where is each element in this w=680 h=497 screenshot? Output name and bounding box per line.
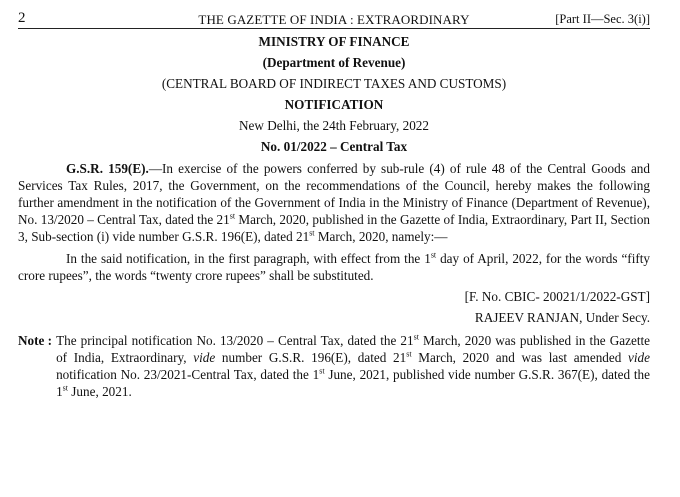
note-sup-1: st xyxy=(413,332,419,342)
board-heading: (CENTRAL BOARD OF INDIRECT TAXES AND CUSTOMS) xyxy=(161,76,507,91)
running-header xyxy=(18,6,650,28)
header-rule xyxy=(18,28,650,29)
department-heading: (Department of Revenue) xyxy=(262,55,406,70)
para1-sup-2: st xyxy=(309,228,315,238)
notification-number: No. 01/2022 – Central Tax xyxy=(260,139,408,154)
para1-text-3: March, 2020, namely:— xyxy=(314,229,448,244)
para2-sup-1: st xyxy=(430,250,437,260)
para1-text-1: —In exercise of the powers conferred by sub-rule (4) of rule 48 of the Central Goods and Services Tax Rules, 2017, the Government, on the recommendations of the Council, hereby makes the following further amendment in the notification of the Government of India in the Ministry of Finance (Department of Revenue), No. 13/2020 – Central Tax, dated the 21 xyxy=(18,161,650,227)
note-text-5: notification No. 23/2021-Central Tax, dated the 1 xyxy=(56,367,320,382)
note-text-7: June, 2021. xyxy=(68,384,132,399)
main-paragraph xyxy=(18,160,650,245)
file-number: [F. No. CBIC- 20021/1/2022-GST] xyxy=(464,289,650,304)
para2-text-2: day of April, 2022, for the words “fifty crore rupees”, the words “twenty crore rupees” shall be substituted. xyxy=(18,251,651,283)
signatory: RAJEEV RANJAN, Under Secy. xyxy=(474,310,650,325)
part-section: [Part II—Sec. 3(i)] xyxy=(555,12,650,26)
ministry-heading: MINISTRY OF FINANCE xyxy=(258,34,410,49)
note-text-2: March, 2020 was published in the Gazette of India, Extraordinary, xyxy=(56,333,650,365)
note-text-3: number G.S.R. 196(E), dated 21 xyxy=(215,350,407,365)
amendment-paragraph xyxy=(18,250,650,284)
gsr-number: G.S.R. 159(E). xyxy=(66,161,149,176)
page-number: 2 xyxy=(18,10,26,26)
para1-sup-1: st xyxy=(229,211,236,221)
note-block xyxy=(18,332,650,400)
note-label: Note : xyxy=(18,333,53,348)
note-sup-3: st xyxy=(319,366,325,376)
para1-text-2: March, 2020, published in the Gazette of India, Extraordinary, Part II, Section 3, Sub-section (i) vide number G.S.R. 196(E), dated 21 xyxy=(18,212,651,244)
place-date: New Delhi, the 24th February, 2022 xyxy=(239,118,429,133)
note-text xyxy=(56,332,650,400)
para2-text-1: In the said notification, in the first paragraph, with effect from the 1 xyxy=(66,251,431,266)
note-text-6: June, 2021, published vide number G.S.R. 367(E), dated the 1 xyxy=(56,367,651,399)
note-vide-2: vide xyxy=(628,350,650,365)
note-text-1: The principal notification No. 13/2020 – Central Tax, dated the 21 xyxy=(56,333,414,348)
gazette-title: THE GAZETTE OF INDIA : EXTRAORDINARY xyxy=(198,12,470,27)
note-sup-4: st xyxy=(62,383,68,393)
note-vide-1: vide xyxy=(193,350,216,365)
notification-label: NOTIFICATION xyxy=(284,97,384,112)
note-sup-2: st xyxy=(406,349,412,359)
note-text-4: March, 2020 and was last amended xyxy=(411,350,629,365)
